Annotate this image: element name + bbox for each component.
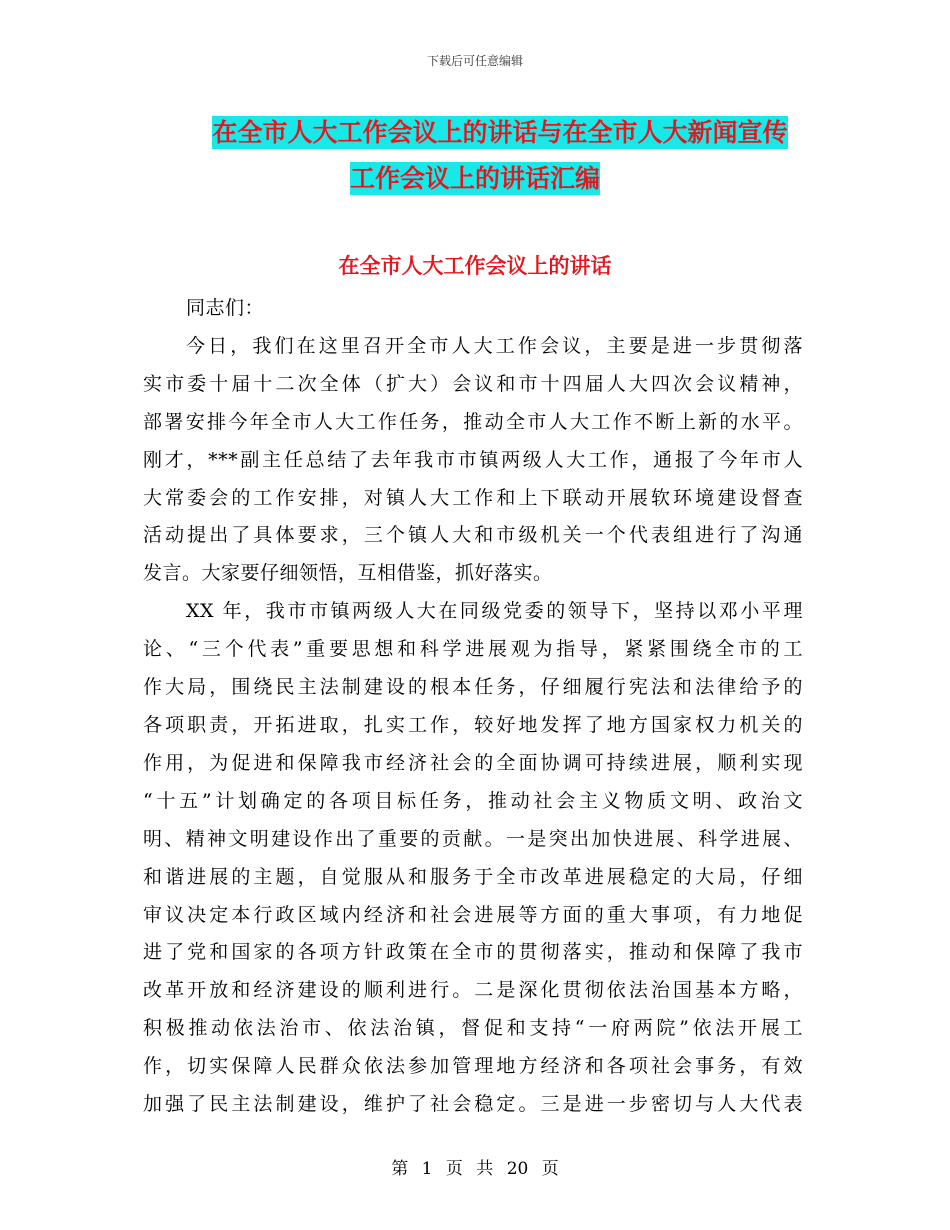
paragraph-2-line: 作大局，围绕民主法制建设的根本任务，仔细履行宪法和法律给予的 bbox=[143, 676, 803, 699]
paragraph-2-line: 进了党和国家的各项方针政策在全市的贯彻落实，推动和保障了我市 bbox=[143, 941, 803, 964]
document-title-line-1 bbox=[0, 113, 950, 149]
title-highlight-2: 工作会议上的讲话汇编 bbox=[349, 164, 600, 193]
paragraph-1-line: 活动提出了具体要求，三个镇人大和市级机关一个代表组进行了沟通 bbox=[143, 524, 803, 547]
paragraph-2-line: 各项职责，开拓进取，扎实工作，较好地发挥了地方国家权力机关的 bbox=[143, 713, 803, 736]
paragraph-2-line: XX 年，我市市镇两级人大在同级党委的领导下，坚持以邓小平理 bbox=[186, 600, 803, 623]
paragraph-2-line: 加强了民主法制建设，维护了社会稳定。三是进一步密切与人大代表 bbox=[143, 1093, 803, 1116]
paragraph-2-line: 审议决定本行政区域内经济和社会进展等方面的重大事项，有力地促 bbox=[143, 903, 803, 926]
paragraph-2-line: 和谐进展的主题，自觉服从和服务于全市改革进展稳定的大局，仔细 bbox=[143, 865, 803, 888]
paragraph-2-line: 改革开放和经济建设的顺利进行。二是深化贯彻依法治国基本方略， bbox=[143, 979, 803, 1002]
paragraph-2-line: 明、精神文明建设作出了重要的贡献。一是突出加快进展、科学进展、 bbox=[143, 827, 803, 850]
section-title: 在全市人大工作会议上的讲话 bbox=[338, 254, 612, 278]
paragraph-1-line: 发言。大家要仔细领悟，互相借鉴，抓好落实。 bbox=[143, 562, 553, 585]
paragraph-2-line: 作，切实保障人民群众依法参加管理地方经济和各项社会事务，有效 bbox=[143, 1055, 803, 1078]
document-title-line-2 bbox=[0, 159, 950, 195]
title-highlight-1: 在全市人大工作会议上的讲话与在全市人大新闻宣传 bbox=[212, 118, 788, 147]
paragraph-1-line: 实市委十届十二次全体（扩大）会议和市十四届人大四次会议精神， bbox=[143, 372, 803, 395]
greeting: 同志们： bbox=[186, 297, 265, 319]
page-header: 下载后可任意编辑 bbox=[426, 54, 523, 68]
document-body bbox=[143, 290, 803, 1124]
paragraph-2-line: “十五”计划确定的各项目标任务，推动社会主义物质文明、政治文 bbox=[143, 789, 803, 812]
page-footer: 第 1 页 共 20 页 bbox=[391, 1159, 559, 1179]
paragraph-1-line: 部署安排今年全市人大工作任务，推动全市人大工作不断上新的水平。 bbox=[143, 410, 803, 433]
paragraph-2-line: 论、“三个代表”重要思想和科学进展观为指导，紧紧围绕全市的工 bbox=[143, 638, 803, 661]
paragraph-1-line: 刚才，***副主任总结了去年我市市镇两级人大工作，通报了今年市人 bbox=[143, 448, 803, 471]
paragraph-1-line: 今日，我们在这里召开全市人大工作会议，主要是进一步贯彻落 bbox=[186, 334, 803, 357]
paragraph-2-line: 积极推动依法治市、依法治镇，督促和支持“一府两院”依法开展工 bbox=[143, 1017, 803, 1040]
paragraph-1-line: 大常委会的工作安排，对镇人大工作和上下联动开展软环境建设督查 bbox=[143, 486, 803, 509]
paragraph-2-line: 作用，为促进和保障我市经济社会的全面协调可持续进展，顺利实现 bbox=[143, 751, 803, 774]
